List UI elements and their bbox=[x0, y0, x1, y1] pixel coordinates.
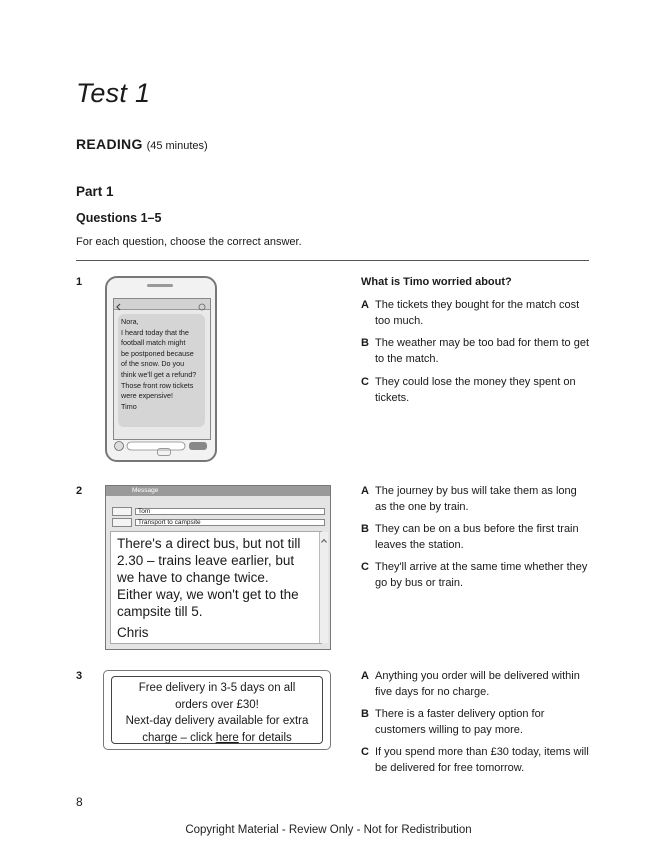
phone-illustration bbox=[105, 276, 217, 462]
option-1b: B The weather may be too bad for them to get to the match. bbox=[361, 337, 590, 365]
notice-line-2: Next-day delivery available for extra charge – click here for details bbox=[125, 715, 309, 744]
phone-screen bbox=[113, 298, 211, 440]
question-range: Questions 1–5 bbox=[76, 211, 162, 225]
email-subject-field: Transport to campsite bbox=[112, 518, 328, 527]
page-number: 8 bbox=[76, 795, 83, 809]
email-illustration bbox=[105, 485, 331, 650]
option-1a: A The tickets they bought for the match cost too much. bbox=[361, 299, 580, 327]
notice-line-1: Free delivery in 3-5 days on all orders over £30! bbox=[138, 682, 296, 711]
email-window-title: Message bbox=[132, 487, 159, 494]
delivery-notice bbox=[103, 670, 331, 750]
test-title: Test 1 bbox=[76, 78, 151, 108]
back-arrow-icon bbox=[114, 302, 210, 312]
message-line: Those front row tickets bbox=[121, 380, 194, 390]
instruction-text: For each question, choose the correct answer. bbox=[76, 236, 302, 248]
message-line: Timo bbox=[121, 401, 137, 411]
option-3a: A Anything you order will be delivered within five days for no charge. bbox=[361, 670, 580, 698]
question-number-1: 1 bbox=[76, 276, 83, 288]
section-duration: (45 minutes) bbox=[146, 140, 208, 152]
copyright-notice: Copyright Material - Review Only - Not for Redistribution bbox=[185, 824, 472, 836]
message-line: of the snow. Do you bbox=[121, 359, 185, 369]
phone-speaker-icon bbox=[147, 284, 173, 287]
email-scrollbar bbox=[319, 532, 328, 643]
message-line: football match might bbox=[121, 338, 186, 348]
option-2c: C They'll arrive at the same time whether they go by bus or train. bbox=[361, 561, 588, 589]
message-line: were expensive! bbox=[121, 391, 173, 401]
option-1c: C They could lose the money they spent on tickets. bbox=[361, 376, 576, 404]
email-title-bar bbox=[106, 486, 330, 496]
message-line: think we'll get a refund? bbox=[121, 369, 197, 379]
section-name: READING bbox=[76, 136, 143, 152]
question-number-3: 3 bbox=[76, 670, 83, 682]
message-line: be postponed because bbox=[121, 348, 194, 358]
part-heading: Part 1 bbox=[76, 184, 114, 199]
option-3c: C If you spend more than £30 today, items will be delivered for free tomorrow. bbox=[361, 746, 589, 774]
scroll-up-icon bbox=[320, 537, 328, 545]
message-line: I heard today that the bbox=[121, 327, 189, 337]
divider bbox=[76, 260, 589, 261]
option-2a: A The journey by bus will take them as long as the one by train. bbox=[361, 485, 577, 513]
option-3b: B There is a faster delivery option for customers willing to pay more. bbox=[361, 708, 545, 736]
option-2b: B They can be on a bus before the first train leaves the station. bbox=[361, 523, 579, 551]
delivery-notice-inner bbox=[111, 676, 323, 744]
email-to-field: Tom bbox=[112, 507, 328, 516]
details-link[interactable]: here bbox=[215, 731, 239, 744]
email-body-text: There's a direct bus, but not till 2.30 – trains leave earlier, but we have to change twice. Either way, we won't get to the campsite till 5. bbox=[117, 536, 301, 619]
phone-status-bar bbox=[114, 299, 210, 310]
section-heading bbox=[76, 136, 208, 152]
email-body bbox=[110, 531, 322, 644]
text-message-bubble bbox=[118, 314, 205, 427]
question-number-2: 2 bbox=[76, 485, 83, 497]
message-line: Nora, bbox=[121, 317, 139, 326]
phone-home-button bbox=[157, 448, 171, 456]
question-text-1: What is Timo worried about? bbox=[361, 276, 512, 288]
email-signature: Chris bbox=[117, 625, 149, 640]
